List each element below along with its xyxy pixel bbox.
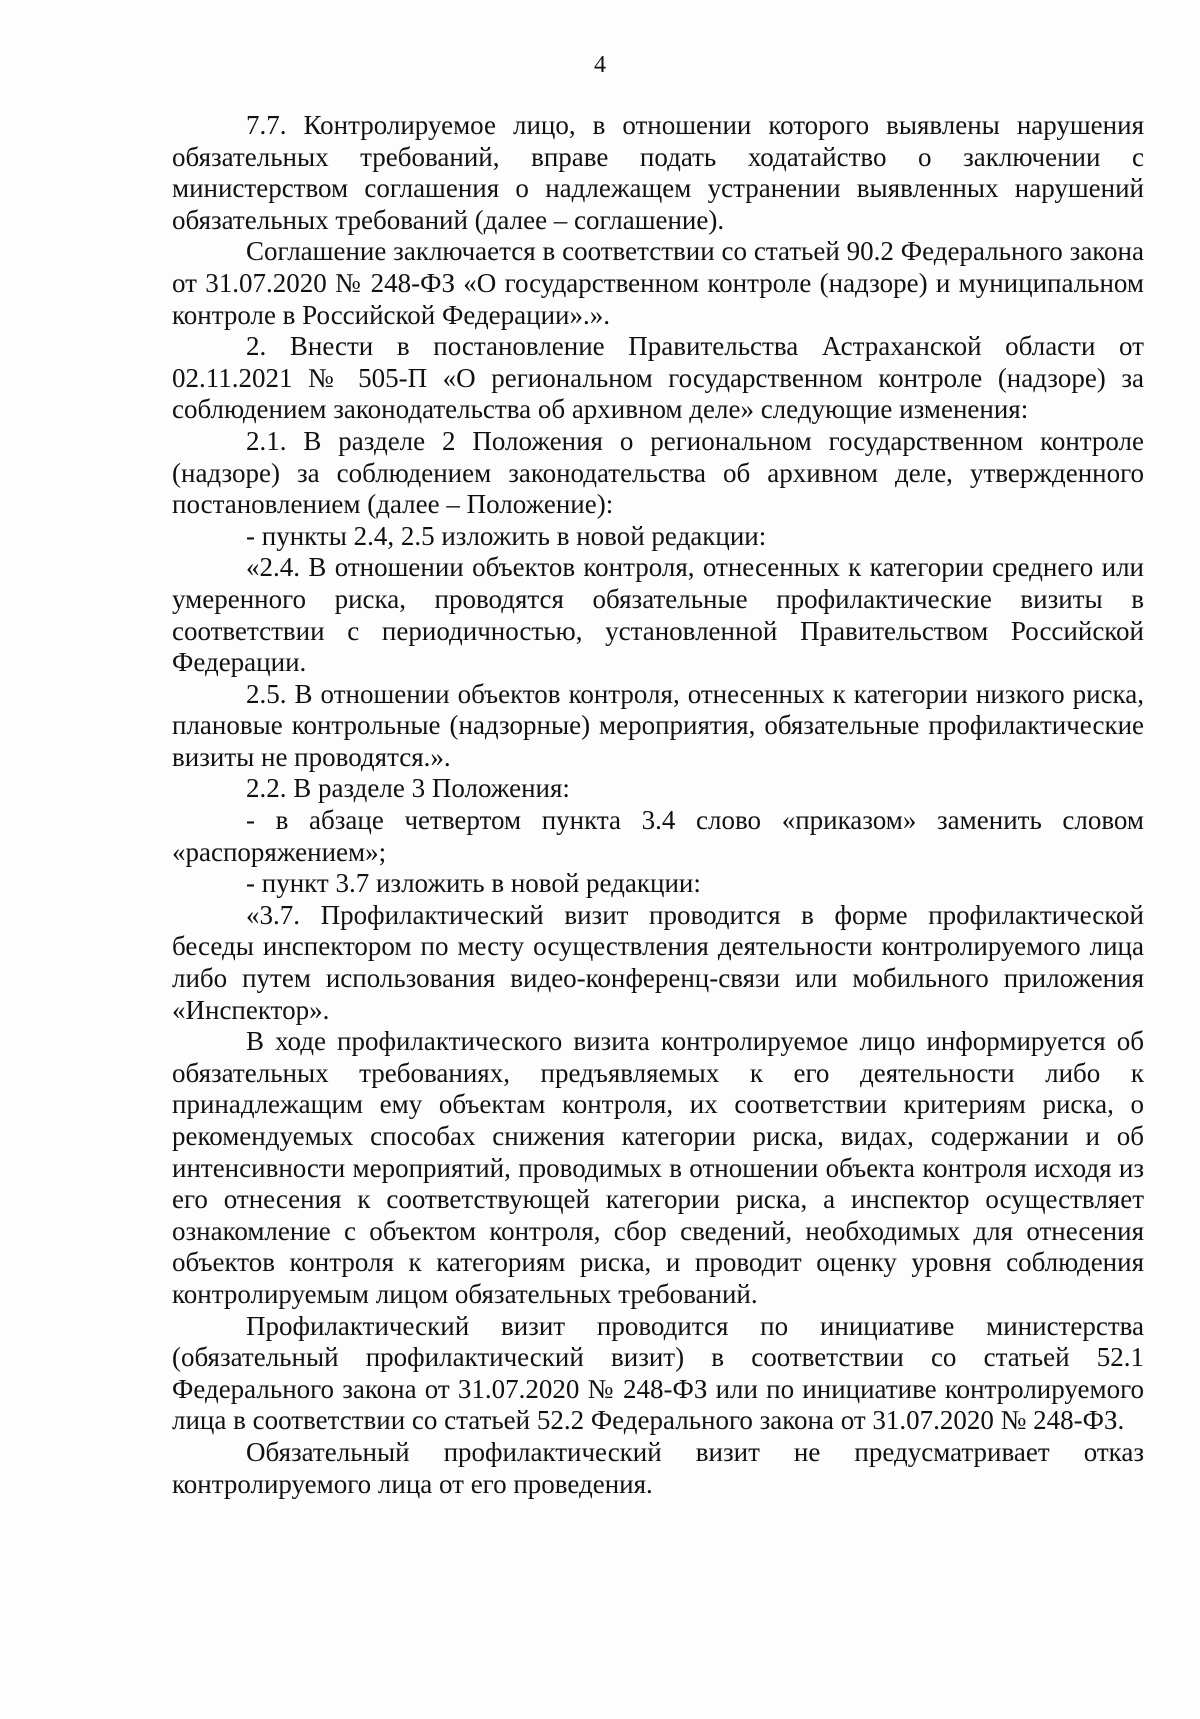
paragraph: «2.4. В отношении объектов контроля, отнесенных к категории среднего или умеренного риска, проводятся обязательные профилактические визиты в соответствии с периодичностью, установленной Правительством Российской Федерации. [172,552,1144,678]
document-body [172,110,1144,1500]
paragraph: - пункты 2.4, 2.5 изложить в новой редакции: [246,520,767,551]
paragraph: Соглашение заключается в соответствии со статьей 90.2 Федерального закона от 31.07.2020 № 248-ФЗ «О государственном контроле (надзоре) и муниципальном контроле в Российской Федерации».». [172,236,1144,330]
paragraph: - в абзаце четвертом пункта 3.4 слово «приказом» заменить словом «распоряжением»; [172,805,1144,867]
page-number: 4 [594,52,606,78]
paragraph: 7.7. Контролируемое лицо, в отношении которого выявлены нарушения обязательных требований, вправе подать ходатайство о заключении с министерством соглашения о надлежащем устранении выявленных нарушений обязательных требований (далее – соглашение). [172,110,1144,235]
paragraph: 2. Внести в постановление Правительства Астраханской области от 02.11.2021 № 505-П «О региональном государственном контроле (надзоре) за соблюдением законодательства об архивном деле» следующие изменения: [172,331,1144,425]
paragraph: 2.5. В отношении объектов контроля, отнесенных к категории низкого риска, плановые контрольные (надзорные) мероприятия, обязательные профилактические визиты не проводятся.». [172,678,1144,772]
paragraph: 2.2. В разделе 3 Положения: [246,773,570,804]
paragraph: Обязательный профилактический визит не предусматривает отказ контролируемого лица от его проведения. [172,1436,1144,1499]
paragraph: «3.7. Профилактический визит проводится в форме профилактической беседы инспектором по месту осуществления деятельности контролируемого лица либо путем использования видео-конференц-связи или мобильного приложения «Инспектор». [172,899,1144,1025]
paragraph: В ходе профилактического визита контролируемое лицо информируется об обязательных требованиях, предъявляемых к его деятельности либо к принадлежащим ему объектам контроля, их соответствии критериям риска, о рекомендуемых способах снижения категории риска, видах, содержании и об интенсивности мероприятий, проводимых в отношении объекта контроля исходя из его отнесения к соответствующей категории риска, а инспектор осуществляет ознакомление с объектом контроля, сбор сведений, необходимых для отнесения объектов контроля к категориям риска, и проводит оценку уровня соблюдения контролируемым лицом обязательных требований. [172,1026,1144,1309]
paragraph: Профилактический визит проводится по инициативе министерства (обязательный профилактический визит) в соответствии со статьей 52.1 Федерального закона от 31.07.2020 № 248-ФЗ или по инициативе контролируемого лица в соответствии со статьей 52.2 Федерального закона от 31.07.2020 № 248-ФЗ. [172,1310,1144,1436]
paragraph: - пункт 3.7 изложить в новой редакции: [246,868,701,899]
paragraph: 2.1. В разделе 2 Положения о региональном государственном контроле (надзоре) за соблюдением законодательства об архивном деле, утвержденного постановлением (далее – Положение): [172,425,1144,520]
